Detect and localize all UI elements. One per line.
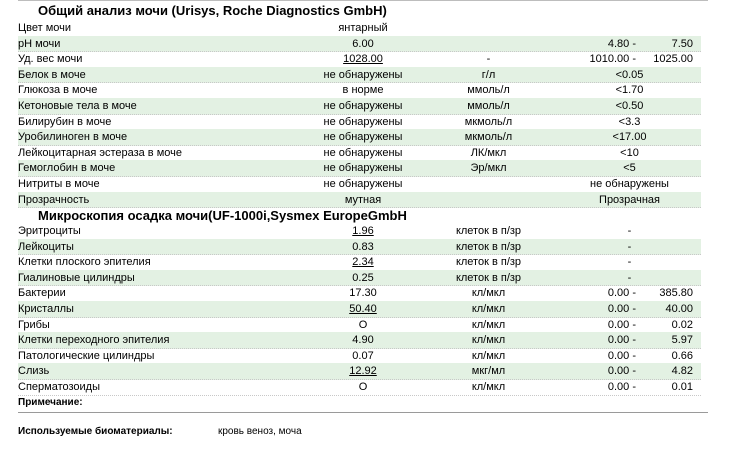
reference-low: 4.80 - bbox=[607, 37, 636, 50]
result-row bbox=[18, 176, 701, 193]
reference-high: 7.50 bbox=[671, 37, 693, 50]
test-name: Нитриты в моче bbox=[18, 178, 100, 190]
test-unit: мкг/мл bbox=[471, 365, 506, 378]
test-name: Кетоновые тела в моче bbox=[18, 100, 137, 112]
biomaterials-value: кровь веноз, моча bbox=[218, 426, 302, 437]
reference-range: <1.70 bbox=[615, 84, 644, 97]
biomaterials-label: Используемые биоматериалы: bbox=[18, 426, 173, 437]
test-value: 6.00 bbox=[352, 37, 374, 50]
test-name: Сперматозоиды bbox=[18, 381, 100, 393]
test-value: 1.96 bbox=[352, 225, 374, 237]
test-value: 4.90 bbox=[352, 334, 374, 347]
test-unit: г/л bbox=[481, 68, 496, 81]
note-divider bbox=[18, 412, 708, 413]
test-name: Уробилиноген в моче bbox=[18, 131, 128, 144]
test-name: Билирубин в моче bbox=[18, 115, 112, 128]
result-row bbox=[18, 332, 701, 349]
test-name: Бактерии bbox=[18, 287, 66, 300]
reference-high: 40.00 bbox=[665, 303, 693, 315]
result-row bbox=[18, 192, 701, 209]
test-value: мутная bbox=[344, 193, 382, 206]
reference-range: не обнаружены bbox=[590, 178, 669, 190]
reference-low: 0.00 - bbox=[607, 303, 636, 315]
reference-range: <3.3 bbox=[618, 115, 641, 128]
test-value: 0.83 bbox=[352, 240, 374, 253]
reference-low: 0.00 - bbox=[607, 349, 636, 362]
test-name: Гемоглобин в моче bbox=[18, 162, 116, 175]
reference-range: - bbox=[627, 240, 632, 253]
result-row bbox=[18, 223, 701, 240]
test-unit: кл/мкл bbox=[471, 287, 506, 300]
result-row bbox=[18, 145, 701, 162]
test-name: Кристаллы bbox=[18, 303, 74, 315]
test-unit: - bbox=[486, 53, 491, 66]
result-row bbox=[18, 285, 701, 302]
reference-range: - bbox=[627, 271, 632, 284]
result-row bbox=[18, 51, 701, 68]
result-row bbox=[18, 254, 701, 271]
test-value: О bbox=[358, 381, 368, 393]
test-name: Клетки переходного эпителия bbox=[18, 334, 170, 347]
test-unit: клеток в п/зр bbox=[455, 256, 522, 269]
test-name: Патологические цилиндры bbox=[18, 349, 155, 362]
test-name: Цвет мочи bbox=[18, 22, 72, 34]
test-name: Гиалиновые цилиндры bbox=[18, 271, 135, 284]
reference-high: 0.66 bbox=[671, 349, 693, 362]
test-unit: кл/мкл bbox=[471, 334, 506, 347]
reference-high: 1025.00 bbox=[653, 53, 693, 66]
reference-range: <17.00 bbox=[612, 131, 647, 144]
result-row bbox=[18, 82, 701, 99]
test-value: 0.25 bbox=[352, 271, 374, 284]
reference-range: <5 bbox=[623, 162, 636, 175]
reference-range: Прозрачная bbox=[599, 193, 660, 206]
test-value: О bbox=[358, 318, 368, 331]
test-value: 2.34 bbox=[352, 256, 374, 269]
test-unit: ЛК/мкл bbox=[470, 146, 507, 159]
test-value: янтарный bbox=[338, 22, 388, 34]
test-value: 0.07 bbox=[352, 349, 374, 362]
result-row bbox=[18, 363, 701, 380]
test-value: не обнаружены bbox=[323, 100, 403, 112]
test-name: Эритроциты bbox=[18, 225, 81, 237]
result-row bbox=[18, 36, 701, 53]
result-row bbox=[18, 317, 701, 334]
result-row bbox=[18, 270, 701, 287]
reference-range: <0.05 bbox=[615, 68, 644, 81]
test-unit: мкмоль/л bbox=[464, 115, 513, 128]
result-row bbox=[18, 348, 701, 365]
reference-high: 385.80 bbox=[659, 287, 693, 300]
result-row bbox=[18, 20, 701, 37]
test-value: не обнаружены bbox=[323, 162, 403, 175]
test-name: Лейкоциты bbox=[18, 240, 74, 253]
result-row bbox=[18, 160, 701, 177]
test-value: не обнаружены bbox=[323, 146, 403, 159]
test-unit: ммоль/л bbox=[467, 84, 510, 97]
test-unit: клеток в п/зр bbox=[455, 225, 522, 237]
test-name: Глюкоза в моче bbox=[18, 84, 98, 97]
reference-range: <10 bbox=[620, 146, 639, 159]
test-value: 12.92 bbox=[349, 365, 377, 378]
reference-high: 4.82 bbox=[671, 365, 693, 378]
reference-low: 0.00 - bbox=[607, 365, 636, 378]
result-row bbox=[18, 98, 701, 115]
test-unit: кл/мкл bbox=[471, 349, 506, 362]
reference-high: 0.01 bbox=[671, 381, 693, 393]
test-unit: кл/мкл bbox=[471, 318, 506, 331]
reference-low: 1010.00 - bbox=[589, 53, 636, 66]
test-value: не обнаружены bbox=[323, 115, 403, 128]
test-name: Уд. вес мочи bbox=[18, 53, 83, 66]
analysis-title: Общий анализ мочи (Urisys, Roche Diagnostics GmbH) bbox=[38, 3, 387, 18]
reference-low: 0.00 - bbox=[607, 334, 636, 347]
test-name: pH мочи bbox=[18, 37, 61, 50]
test-value: в норме bbox=[342, 84, 384, 97]
result-row bbox=[18, 301, 701, 318]
top-divider bbox=[18, 0, 708, 1]
test-unit: клеток в п/зр bbox=[455, 240, 522, 253]
reference-high: 0.02 bbox=[671, 318, 693, 331]
reference-range: <0.50 bbox=[615, 100, 644, 112]
test-unit: кл/мкл bbox=[471, 381, 506, 393]
result-row bbox=[18, 239, 701, 256]
test-value: 17.30 bbox=[349, 287, 377, 300]
reference-low: 0.00 - bbox=[607, 318, 636, 331]
test-name: Грибы bbox=[18, 318, 50, 331]
test-name: Лейкоцитарная эстераза в моче bbox=[18, 146, 182, 159]
note-label: Примечание: bbox=[18, 397, 83, 408]
test-value: 1028.00 bbox=[343, 53, 383, 66]
test-unit: мкмоль/л bbox=[464, 131, 513, 144]
test-name: Слизь bbox=[18, 365, 50, 378]
microscopy-title: Микроскопия осадка мочи(UF-1000i,Sysmex EuropeGmbH bbox=[38, 208, 407, 223]
test-unit: Эр/мкл bbox=[470, 162, 507, 175]
result-row bbox=[18, 67, 701, 84]
test-unit: клеток в п/зр bbox=[455, 271, 522, 284]
reference-range: - bbox=[627, 256, 632, 269]
test-name: Прозрачность bbox=[18, 193, 90, 206]
reference-range: - bbox=[627, 225, 632, 237]
test-unit: кл/мкл bbox=[471, 303, 506, 315]
result-row bbox=[18, 379, 701, 396]
result-row bbox=[18, 114, 701, 131]
reference-low: 0.00 - bbox=[607, 381, 636, 393]
test-unit: ммоль/л bbox=[467, 100, 510, 112]
test-value: не обнаружены bbox=[323, 178, 403, 190]
result-row bbox=[18, 129, 701, 146]
test-name: Клетки плоского эпителия bbox=[18, 256, 151, 269]
test-value: не обнаружены bbox=[323, 131, 403, 144]
test-value: не обнаружены bbox=[323, 68, 403, 81]
reference-low: 0.00 - bbox=[607, 287, 636, 300]
test-name: Белок в моче bbox=[18, 68, 86, 81]
test-value: 50.40 bbox=[349, 303, 377, 315]
reference-high: 5.97 bbox=[671, 334, 693, 347]
